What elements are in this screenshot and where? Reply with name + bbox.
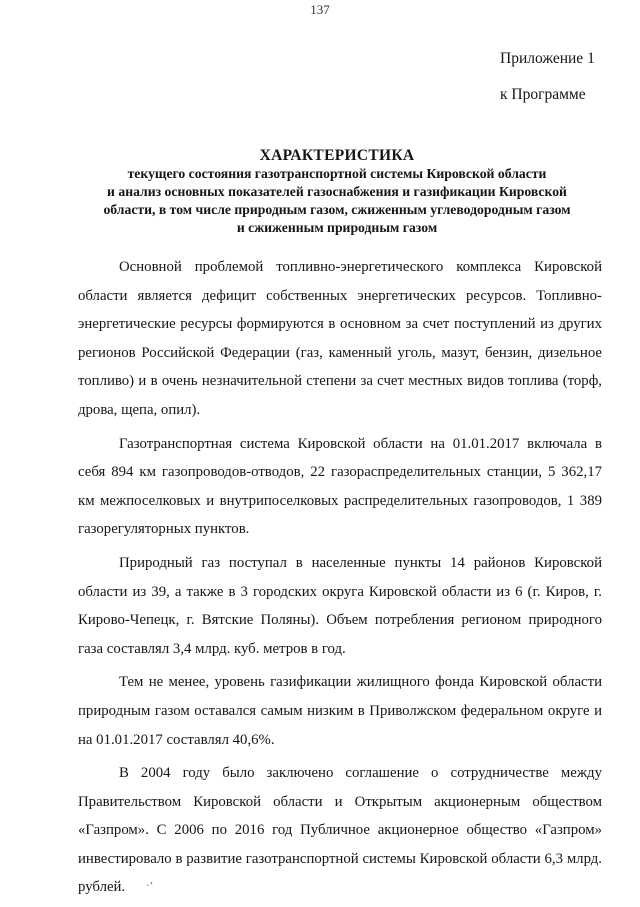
subtitle-line-2: и анализ основных показателей газоснабжения и газификации Кировской	[107, 184, 567, 199]
subtitle-line-4: и сжиженным природным газом	[236, 220, 438, 235]
subtitle-line-3: области, в том числе природным газом, сжиженным углеводородным газом	[103, 202, 571, 217]
page-number: 137	[310, 2, 330, 17]
paragraph-gazprom-agreement: В 2004 году было заключено соглашение о сотрудничестве между Правительством Кировской области и Открытым акционерным обществом «Газпром». С 2006 по 2016 год Публичное акционерное общество «Газпром» инвестировало в развитие газотранспортной системы Кировской области 6,3 млрд. рублей.	[78, 765, 602, 896]
paragraph-gasification-level: Тем не менее, уровень газификации жилищного фонда Кировской области природным газом оставался самым низким в Приволжском федеральном округе и на 01.01.2017 составлял 40,6%.	[78, 674, 602, 748]
paragraph-gas-transport-system: Газотранспортная система Кировской области на 01.01.2017 включала в себя 894 км газопроводов-отводов, 22 газораспределительных станции, 5 362,17 км межпоселковых и внутрипоселковых распределительных газопроводов, 1 389 газорегуляторных пунктов.	[78, 435, 602, 538]
program-label: к Программе	[500, 86, 586, 103]
paragraph-energy-deficit: Основной проблемой топливно-энергетического комплекса Кировской области является дефицит собственных энергетических ресурсов. Топливно-энергетические ресурсы формируются в основном за счет поступлений из других регионов Российской Федерации (газ, каменный уголь, мазут, бензин, дизельное топливо) и в очень незначительной степени за счет местных видов топлива (торф, дрова, щепа, опил).	[78, 259, 602, 418]
document-title: ХАРАКТЕРИСТИКА	[259, 147, 415, 164]
appendix-label: Приложение 1	[500, 50, 595, 67]
document-title-block	[70, 146, 604, 237]
subtitle-line-1: текущего состояния газотранспортной системы Кировской области	[127, 166, 547, 181]
document-body	[78, 253, 602, 907]
paragraph-gas-supply: Природный газ поступал в населенные пункты 14 районов Кировской области из 39, а также в 3 городских округа Кировской области из 6 (г. Киров, г. Кирово-Чепецк, г. Вятские Поляны). Объем потребления регионом природного газа составлял 3,4 млрд. куб. метров в год.	[78, 554, 602, 657]
scan-mark: ·ʼ	[146, 880, 154, 892]
